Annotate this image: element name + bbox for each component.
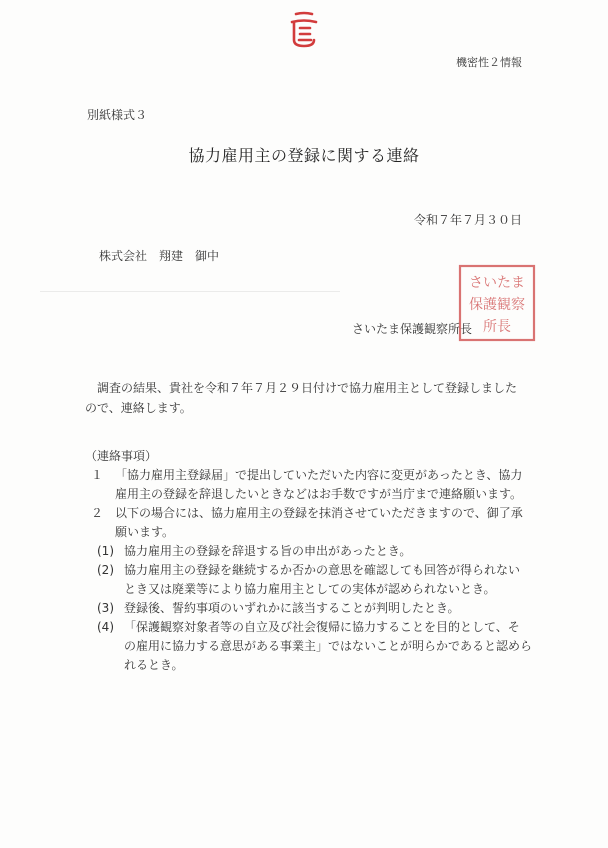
notice-item-line: 雇用主の登録を辞退したいときなどはお手数ですが当庁まで連絡願います。 (115, 487, 523, 501)
seal-line-3: 所長 (483, 319, 511, 335)
notice-subitem-number: (3) (97, 601, 114, 615)
notice-subitem-number: (2) (97, 563, 114, 577)
form-number: 別紙様式３ (87, 108, 148, 122)
seal-line-2: 保護観察 (469, 297, 525, 313)
notice-heading: （連絡事項） (85, 449, 158, 463)
notice-subitem-line: 「保護観察対象者等の自立及び社会復帰に協力することを目的として、そ (124, 620, 520, 634)
document-title: 協力雇用主の登録に関する連絡 (188, 146, 420, 165)
notice-item-line: 「協力雇用主登録届」で提出していただいた内容に変更があったとき、協力 (115, 468, 523, 482)
notice-item-2 (91, 504, 541, 542)
office-seal-icon (457, 263, 537, 343)
notice-item-number: １ (91, 468, 104, 482)
notice-item-1 (91, 466, 541, 504)
notice-subitem-4 (97, 618, 541, 675)
notice-subitem-line: とき又は廃業等により協力雇用主としての実体が認められないとき。 (124, 582, 496, 596)
notice-subitem-line: れるとき。 (124, 658, 184, 672)
body-line-2: ので、連絡します。 (85, 401, 192, 415)
notice-subitem-line: 協力雇用主の登録を継続するか否かの意思を確認しても回答が得られない (124, 563, 521, 577)
sender-name: さいたま保護観察所長 (352, 322, 473, 336)
notice-subitem-number: (4) (97, 620, 114, 634)
notice-subitem-2 (97, 561, 541, 599)
document-date: 令和７年７月３０日 (414, 213, 523, 227)
notice-item-number: ２ (91, 506, 104, 520)
top-stamp-icon (286, 10, 322, 50)
notice-subitem-1 (97, 542, 541, 561)
notice-subitem-line: の雇用に協力する意思がある事業主」ではないことが明らかであると認めら (124, 639, 533, 653)
notice-subitem-3 (97, 599, 541, 618)
notice-subitem-line: 協力雇用主の登録を辞退する旨の申出があったとき。 (124, 544, 412, 558)
classification-label: 機密性２情報 (456, 56, 522, 69)
seal-line-1: さいたま (469, 275, 525, 291)
notice-item-line: 以下の場合には、協力雇用主の登録を抹消させていただきますので、御了承 (115, 506, 523, 520)
notice-item-line: 願います。 (115, 525, 175, 539)
notice-subitem-line: 登録後、誓約事項のいずれかに該当することが判明したとき。 (124, 601, 460, 615)
body-paragraph (85, 378, 537, 418)
recipient-name: 株式会社 翔建 御中 (99, 249, 220, 263)
notice-subitem-number: (1) (97, 544, 114, 558)
body-line-1: 調査の結果、貴社を令和７年７月２９日付けで協力雇用主として登録しました (85, 381, 518, 395)
scan-artifact-line (40, 291, 340, 292)
